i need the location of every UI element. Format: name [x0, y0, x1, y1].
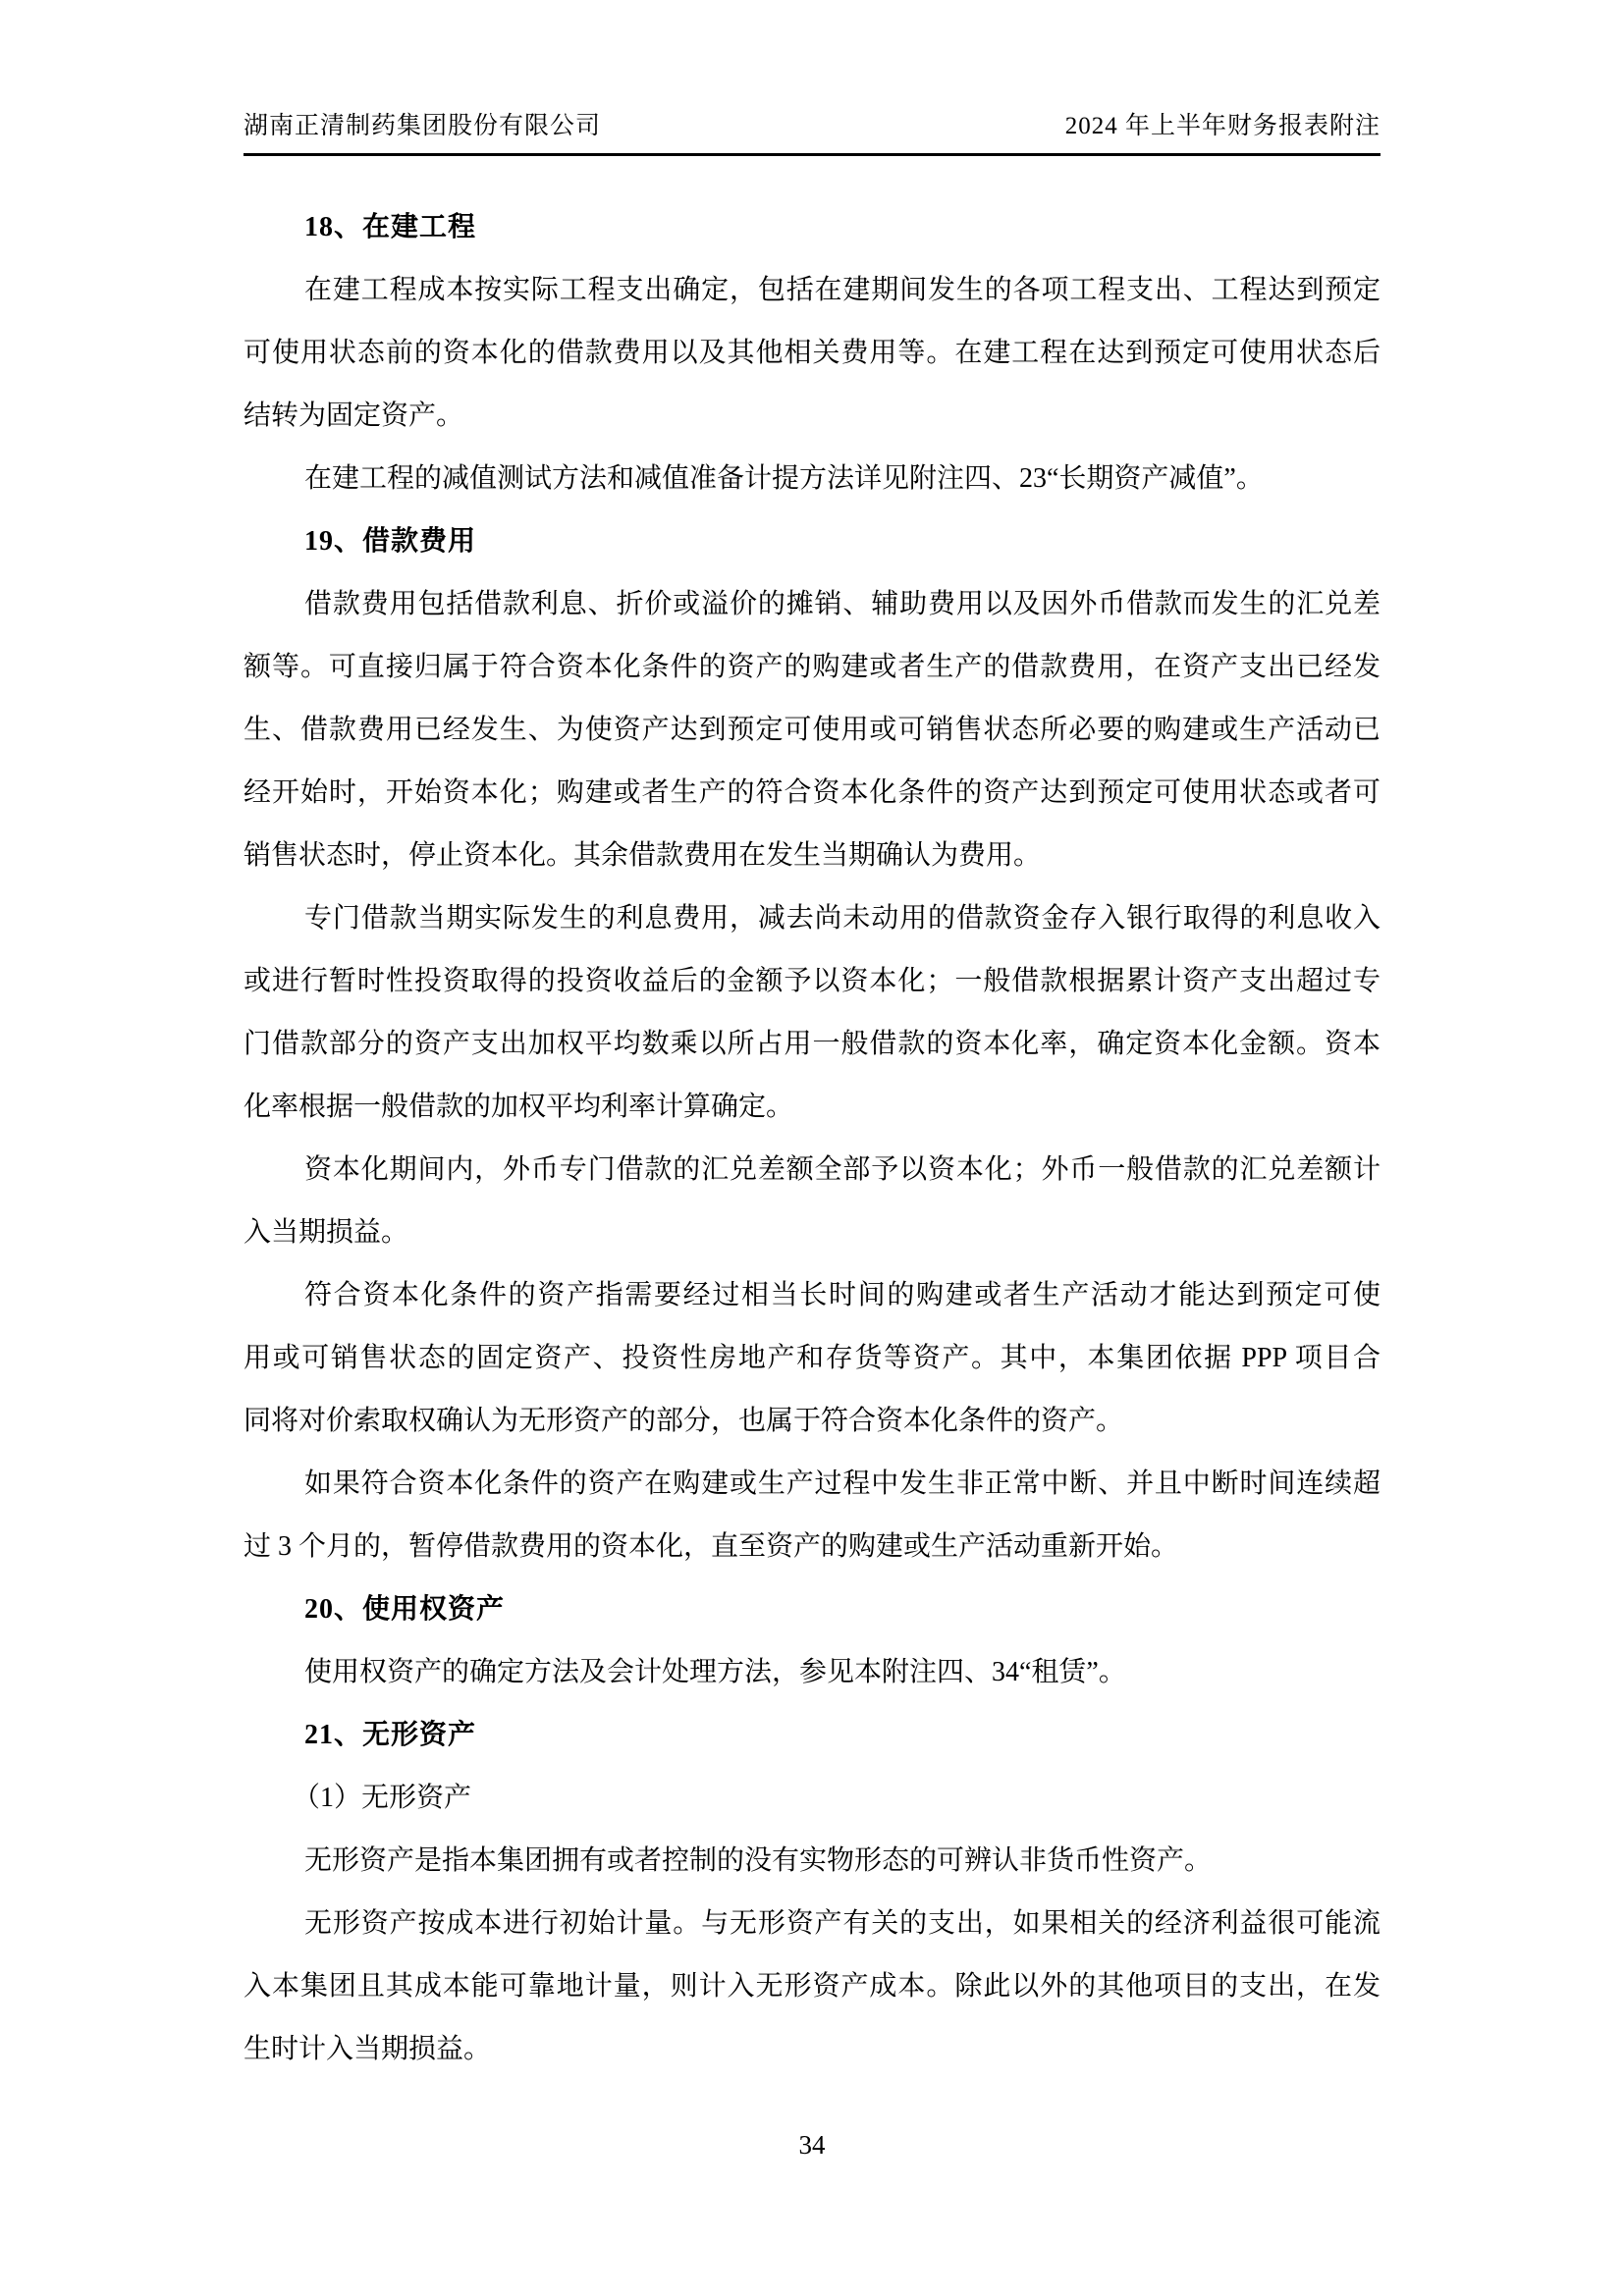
paragraph-line: 生时计入当期损益。 — [244, 2034, 492, 2064]
section-heading-19: 19、借款费用 — [304, 526, 477, 557]
page-number: 34 — [798, 2130, 826, 2160]
section-heading-21: 21、无形资产 — [304, 1720, 477, 1750]
paragraph-line: 借款费用包括借款利息、折价或溢价的摊销、辅助费用以及因外币借款而发生的汇兑差 — [304, 589, 1380, 619]
paragraph-line: 无形资产按成本进行初始计量。与无形资产有关的支出，如果相关的经济利益很可能流 — [304, 1908, 1380, 1939]
paragraph-line: 额等。可直接归属于符合资本化条件的资产的购建或者生产的借款费用，在资产支出已经发 — [244, 652, 1380, 682]
paragraph-line: 结转为固定资产。 — [244, 400, 464, 431]
subsection-heading-1: （1）无形资产 — [293, 1783, 472, 1813]
paragraph-line: 生、借款费用已经发生、为使资产达到预定可使用或可销售状态所必要的购建或生产活动已 — [244, 715, 1380, 745]
paragraph-line: 门借款部分的资产支出加权平均数乘以所占用一般借款的资本化率，确定资本化金额。资本 — [244, 1029, 1380, 1059]
page-footer — [0, 2130, 1624, 2161]
paragraph-line: 符合资本化条件的资产指需要经过相当长时间的购建或者生产活动才能达到预定可使 — [304, 1280, 1380, 1310]
paragraph-line: 在建工程的减值测试方法和减值准备计提方法详见附注四、23“长期资产减值”。 — [304, 463, 1264, 494]
paragraph-line: 无形资产是指本集团拥有或者控制的没有实物形态的可辨认非货币性资产。 — [304, 1845, 1213, 1876]
section-heading-18: 18、在建工程 — [304, 212, 477, 242]
paragraph-line: 同将对价索取权确认为无形资产的部分，也属于符合资本化条件的资产。 — [244, 1406, 1124, 1436]
header-company-name: 湖南正清制药集团股份有限公司 — [244, 113, 602, 139]
paragraph-line: 专门借款当期实际发生的利息费用，减去尚未动用的借款资金存入银行取得的利息收入 — [304, 903, 1380, 934]
paragraph-line: 在建工程成本按实际工程支出确定，包括在建期间发生的各项工程支出、工程达到预定 — [304, 275, 1380, 305]
paragraph-line: 入本集团且其成本能可靠地计量，则计入无形资产成本。除此以外的其他项目的支出，在发 — [244, 1971, 1380, 2002]
paragraph-line: 使用权资产的确定方法及会计处理方法，参见本附注四、34“租赁”。 — [304, 1657, 1126, 1687]
paragraph-line: 或进行暂时性投资取得的投资收益后的金额予以资本化；一般借款根据累计资产支出超过专 — [244, 966, 1380, 996]
paragraph-line: 用或可销售状态的固定资产、投资性房地产和存货等资产。其中，本集团依据 PPP 项目合 — [244, 1343, 1380, 1373]
paragraph-line: 资本化期间内，外币专门借款的汇兑差额全部予以资本化；外币一般借款的汇兑差额计 — [304, 1154, 1380, 1185]
page-header — [244, 106, 1380, 156]
document-body — [244, 196, 1380, 2081]
paragraph-line: 可使用状态前的资本化的借款费用以及其他相关费用等。在建工程在达到预定可使用状态后 — [244, 338, 1380, 368]
paragraph-line: 经开始时，开始资本化；购建或者生产的符合资本化条件的资产达到预定可使用状态或者可 — [244, 777, 1380, 808]
paragraph-line: 如果符合资本化条件的资产在购建或生产过程中发生非正常中断、并且中断时间连续超 — [304, 1468, 1380, 1499]
paragraph-line: 入当期损益。 — [244, 1217, 409, 1248]
section-heading-20: 20、使用权资产 — [304, 1594, 506, 1625]
paragraph-line: 化率根据一般借款的加权平均利率计算确定。 — [244, 1092, 794, 1122]
paragraph-line: 过 3 个月的，暂停借款费用的资本化，直至资产的购建或生产活动重新开始。 — [244, 1531, 1179, 1562]
header-report-title: 2024 年上半年财务报表附注 — [1064, 113, 1380, 139]
paragraph-line: 销售状态时，停止资本化。其余借款费用在发生当期确认为费用。 — [244, 840, 1042, 871]
